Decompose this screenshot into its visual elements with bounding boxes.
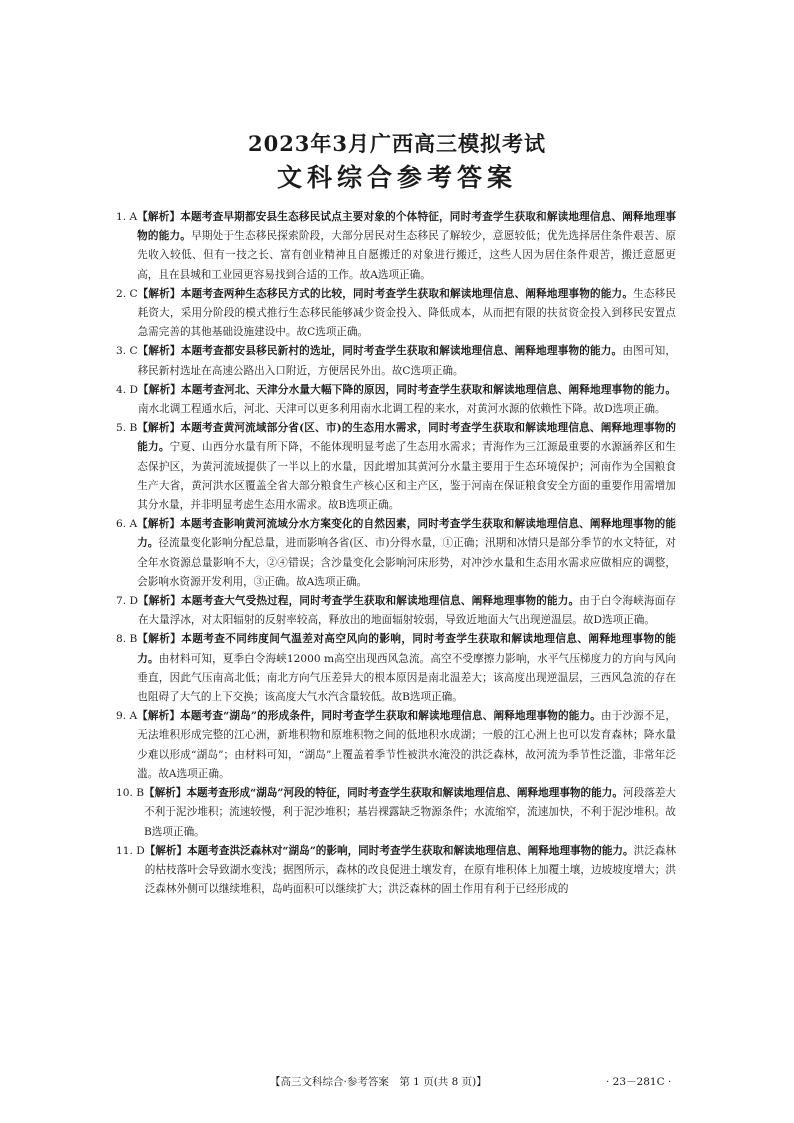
analysis-tag: 【解析】 <box>137 345 181 358</box>
answer-lead: 本题考查大气受热过程，同时考查学生获取和解读地理信息、阐释地理事物的能力。 <box>181 595 580 608</box>
answer-item <box>116 381 676 419</box>
analysis-tag: 【解析】 <box>137 383 182 396</box>
answer-item <box>116 707 676 784</box>
answer-item <box>116 419 676 515</box>
footer-page-info: 【高三文科综合·参考答案 第 1 页(共 8 页)】 <box>270 1076 487 1088</box>
analysis-tag: 【解析】 <box>137 710 181 723</box>
answer-number: 11. D <box>116 844 145 857</box>
answer-number: 8. B <box>116 633 138 646</box>
answer-body: 径流量变化影响分配总量，进而影响各省(区、市)分得水量，①正确；汛期和冰情只是部分季节的水文特征，对全年水资源总量影响不大，②④错误；含沙量变化会影响河床形势，对冲沙水量和生态用水需求应做相应的调整，会影响水资源开发利用，③正确。故A选项正确。 <box>137 537 677 588</box>
answer-lead: 本题考查影响黄河流域分水方案变化的自然因素，同时考查学生获取和解读地理信息、阐释地理事物的能力。 <box>137 518 676 550</box>
answer-number: 5. B <box>116 422 138 435</box>
answer-number: 10. B <box>116 787 144 800</box>
analysis-tag: 【解析】 <box>137 633 182 646</box>
answer-lead: 本题考查洪泛森林对“湖岛”的影响，同时考查学生获取和解读地理信息、阐释地理事物的能力。 <box>187 844 634 857</box>
analysis-tag: 【解析】 <box>137 211 181 223</box>
answer-body: 由图可知，移民新村选址在高速公路出入口附近，方便居民外出。故C选项正确。 <box>137 345 677 377</box>
answer-lead: 本题考查河北、天津分水量大幅下降的原因，同时考查学生获取和解读地理信息、阐释地理事物的能力。 <box>181 383 677 396</box>
answer-item <box>116 630 676 707</box>
answer-body: 洪泛森林的枯枝落叶会导致湖水变浅；据图所示，森林的改良促进土壤发育，在原有堆积体上加覆土壤，边坡坡度增大；洪泛森林外侧可以继续堆积，岛屿面积可以继续扩大；洪泛森林的固土作用有利于已经形成的 <box>144 844 676 896</box>
analysis-tag: 【解析】 <box>137 422 181 435</box>
answer-lead: 本题考查早期都安县生态移民试点主要对象的个体特征，同时考查学生获取和解读地理信息、阐释地理事物的能力。 <box>137 211 676 243</box>
footer-exam-code: · 23－281C · <box>606 1076 672 1088</box>
answer-lead: 本题考查黄河流域部分省(区、市)的生态用水需求，同时考查学生获取和解读地理信息、阐释地理事物的能力。 <box>137 422 677 454</box>
answer-body: 由于沙源不足，无法堆积形成完整的江心洲，新堆积物和原堆积物之间的低地积水成湖；一般的江心洲上也可以发育森林；降水量少难以形成“湖岛”；由材料可知，“湖岛”上覆盖着季节性被洪水淹没的洪泛森林，故河流为季节性泛滥，非常年泛滥。故A选项正确。 <box>137 710 677 780</box>
analysis-tag: 【解析】 <box>144 844 188 857</box>
answer-body: 由材料可知，夏季白令海峡12000 m高空出现西风急流。高空不受摩擦力影响，水平气压梯度力的方向与风向垂直，因此气压南高北低；南北方向气压差异大的根本原因是南北温差大；该高度出现逆温层，三西风急流的存在也阻碍了大气的上下交换；该高度大气水汽含量较低。故B选项正确。 <box>137 652 677 704</box>
answer-body: 生态移民耗资大，采用分阶段的模式推行生态移民能够减少资金投入、降低成本，从而把有限的扶贫资金投入到移民安置点急需完善的其他基础设施建设中。故C选项正确。 <box>137 287 677 339</box>
answer-item <box>116 285 676 343</box>
answer-item <box>116 784 676 842</box>
answer-item <box>116 842 676 900</box>
answer-body: 宁夏、山西分水量有所下降，不能体现明显考虑了生态用水需求；青海作为三江源最重要的水源涵养区和生态保护区，为黄河流域提供了一半以上的水量，因此增加其黄河分水量主要用于生态环境保护；河南作为全国粮食生产大省，黄河洪水区覆盖全省大部分粮食生产核心区和主产区，鉴于河南在保证粮食安全方面的重要作用需增加其分水量，并非明显考虑生态用水需求。故B选项正确。 <box>137 441 677 512</box>
answer-number: 7. D <box>116 595 138 608</box>
answer-lead: 本题考查两种生态移民方式的比较，同时考查学生获取和解读地理信息、阐释地理事物的能力。 <box>180 287 634 300</box>
analysis-tag: 【解析】 <box>137 595 182 608</box>
answer-lead: 本题考查“湖岛”的形成条件，同时考查学生获取和解读地理信息、阐释地理事物的能力。 <box>180 710 601 723</box>
answer-lead: 本题考查形成“湖岛”河段的特征，同时考查学生获取和解读地理信息、阐释地理事物的能力。 <box>186 787 623 800</box>
answer-item <box>116 208 676 285</box>
answer-number: 2. C <box>116 287 138 300</box>
answer-lead: 本题考查不同纬度间气温差对高空风向的影响，同时考查学生获取和解读地理信息、阐释地理事物的能力。 <box>137 633 676 665</box>
answer-list <box>116 208 676 899</box>
analysis-tag: 【解析】 <box>137 518 181 531</box>
exam-title: 2023年3月广西高三模拟考试 <box>247 131 547 156</box>
answer-body: 由于白令海峡海面存在大量浮冰，对太阳辐射的反射率较高，释放出的地面辐射较弱，导致近地面大气出现逆温层。故D选项正确。 <box>137 595 677 627</box>
answer-number: 6. A <box>116 518 138 531</box>
document-title: 文科综合参考答案 <box>276 163 517 192</box>
answer-number: 4. D <box>116 383 138 396</box>
answer-body: 南水北调工程通水后，河北、天津可以更多利用南水北调工程的来水，对黄河水源的依赖性下降。故D选项正确。 <box>137 403 666 416</box>
answer-number: 1. A <box>116 211 138 223</box>
answer-item <box>116 342 676 380</box>
answer-item <box>116 592 676 630</box>
answer-body: 早期处于生态移民探索阶段，大部分居民对生态移民了解较少，意愿较低；优先选择居住条件艰苦、原先收入较低、但有一技之长、富有创业精神且自愿搬迁的对象进行搬迁，这些人因为居住条件艰苦，搬迁意愿更高，且在县城和工业园更容易找到合适的工作。故A选项正确。 <box>137 230 676 281</box>
answer-number: 3. C <box>116 345 138 358</box>
answer-body: 河段落差大不利于泥沙堆积；流速较慢，利于泥沙堆积；基岩裸露缺乏物源条件；水流缩窄，流速加快，不利于泥沙堆积。故B选项正确。 <box>144 787 677 838</box>
answer-lead: 本题考查都安县移民新村的选址，同时考查学生获取和解读地理信息、阐释地理事物的能力。 <box>180 345 623 358</box>
answer-number: 9. A <box>116 710 138 723</box>
analysis-tag: 【解析】 <box>144 787 187 800</box>
analysis-tag: 【解析】 <box>137 287 181 300</box>
answer-item <box>116 515 676 592</box>
